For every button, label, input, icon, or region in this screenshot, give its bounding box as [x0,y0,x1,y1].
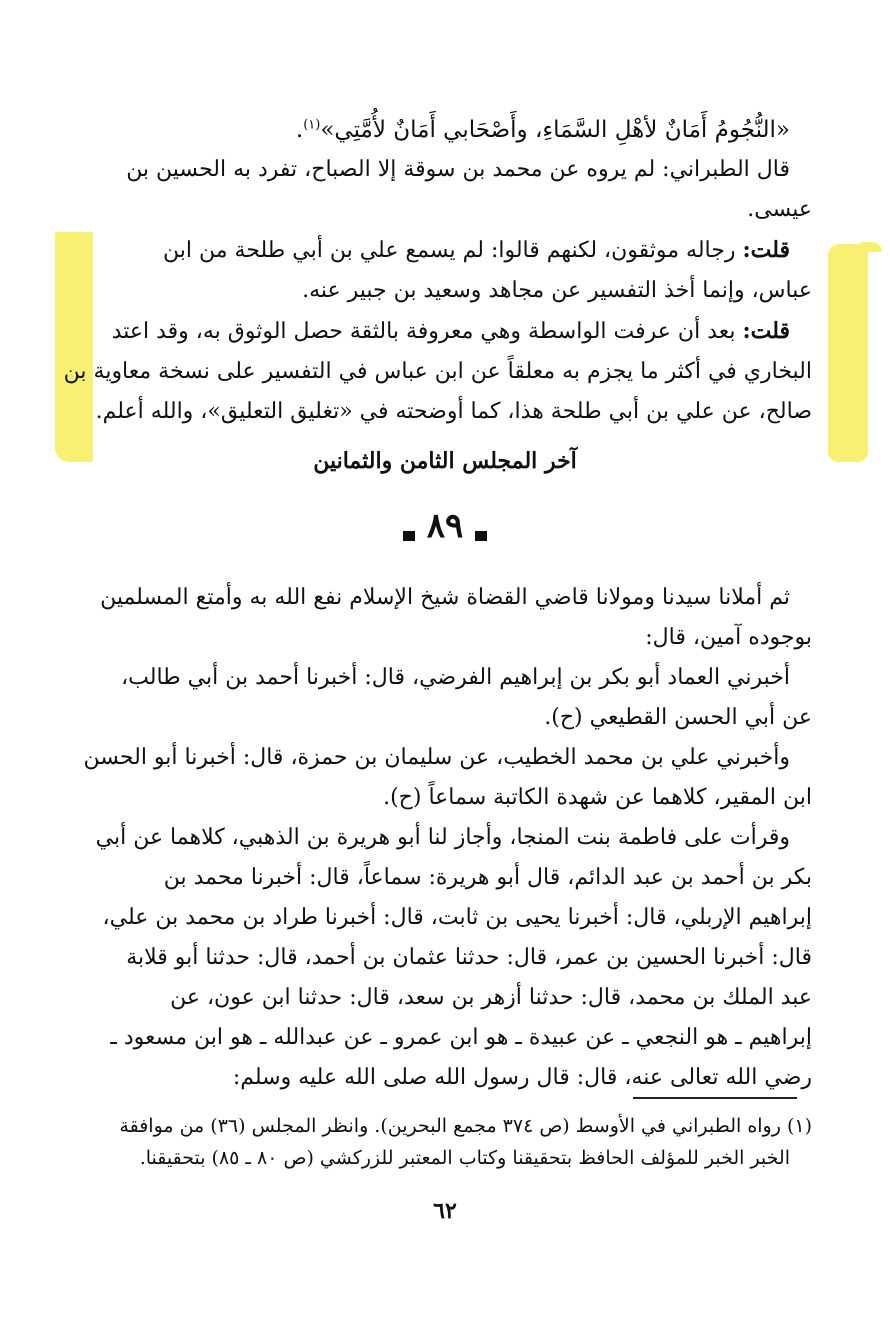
qultu2-line-3: صالح، عن علي بن أبي طلحة هذا، كما أوضحته في «تغليق التعليق»، والله أعلم. [95,399,812,424]
highlighter-mark-left [55,232,93,462]
section-number-heading [0,506,890,546]
qultu2-line-1: قلت: بعد أن عرفت الواسطة وهي معروفة بالثقة حصل الوثوق به، وقد اعتد [111,318,790,344]
footnote-ref[interactable]: (١) [303,117,321,133]
para1-line: ثم أملانا سيدنا ومولانا قاضي القضاة شيخ الإسلام نفع الله به وأمتع المسلمين [100,585,790,610]
footnote-1-line-2: الخبر الخبر للمؤلف الحافظ بتحقيقنا وكتاب المعتبر للزركشي (ص ٨٠ ـ ٨٥) بتحقيقنا. [139,1147,790,1169]
qultu1-line-2: عباس، وإنما أخذ التفسير عن مجاهد وسعيد بن جبير عنه. [302,278,812,303]
tabarani-line-1: قال الطبراني: لم يروه عن محمد بن سوقة إلا الصباح، تفرد به الحسين بن [126,157,790,182]
session-closing-heading: آخر المجلس الثامن والثمانين [313,448,577,474]
tabarani-line-2: عيسى. [747,197,812,222]
main-section [83,578,812,1098]
para4-line: عبد الملك بن محمد، قال: حدثنا أزهر بن سعد، قال: حدثنا ابن عون، عن [170,985,812,1010]
qultu1-line-1: قلت: رجاله موثقون، لكنهم قالوا: لم يسمع علي بن أبي طلحة من ابن [162,237,790,263]
qultu-label: قلت: [742,237,790,263]
page-number: ٦٢ [433,1198,457,1224]
dash-ornament [475,531,487,541]
para2-line: عن أبي الحسن القطيعي (ح). [544,705,812,730]
dash-ornament [403,531,415,541]
para1-line: بوجوده آمين، قال: [645,625,812,650]
hadith-quote-line: «النُّجُومُ أَمَانٌ لأهْلِ السَّمَاءِ، وأَصْحَابي أَمَانٌ لأُمَّتِي»$^{(١)}$. [295,117,790,143]
para3-line: وأخبرني علي بن محمد الخطيب، عن سليمان بن حمزة، قال: أخبرنا أبو الحسن [83,745,790,770]
para4-line: إبراهيم ـ هو النجعي ـ عن عبيدة ـ هو ابن عمرو ـ عن عبدالله ـ هو ابن مسعود ـ [110,1025,812,1050]
footnotes [104,1110,812,1174]
hadith-quote: «النُّجُومُ أَمَانٌ لأهْلِ السَّمَاءِ، وأَصْحَابي أَمَانٌ لأُمَّتِي» [320,117,790,143]
highlighter-mark-right [828,244,868,462]
para4-line: إبراهيم الإربلي، قال: أخبرنا يحيى بن ثابت، قال: أخبرنا طراد بن محمد بن علي، [102,905,812,930]
qultu2-line-2: البخاري في أكثر ما يجزم به معلقاً عن ابن عباس في التفسير على نسخة معاوية بن [63,359,812,384]
para4-line: رضي الله تعالى عنه، قال: قال رسول الله صلى الله عليه وسلم: [232,1065,812,1090]
para2-line: أخبرني العماد أبو بكر بن إبراهيم الفرضي، قال: أخبرنا أحمد بن أبي طالب، [121,665,790,690]
para4-line: وقرأت على فاطمة بنت المنجا، وأجاز لنا أبو هريرة بن الذهبي، كلاهما عن أبي [95,825,790,850]
para4-line: قال: أخبرنا الحسين بن عمر، قال: حدثنا عثمان بن أحمد، قال: حدثنا أبو قلابة [126,945,812,970]
footnote-separator [633,1097,797,1099]
top-section [63,110,812,432]
section-number: ٨٩ [426,506,464,546]
para4-line: بكر بن أحمد بن عبد الدائم، قال أبو هريرة: سماعاً، قال: أخبرنا محمد بن [163,865,812,890]
para3-line: ابن المقير، كلاهما عن شهدة الكاتبة سماعاً (ح). [383,785,812,810]
footnote-1-line-1: (١) رواه الطبراني في الأوسط (ص ٣٧٤ مجمع البحرين). وانظر المجلس (٣٦) من موافقة [119,1115,812,1137]
qultu-label: قلت: [742,318,790,344]
